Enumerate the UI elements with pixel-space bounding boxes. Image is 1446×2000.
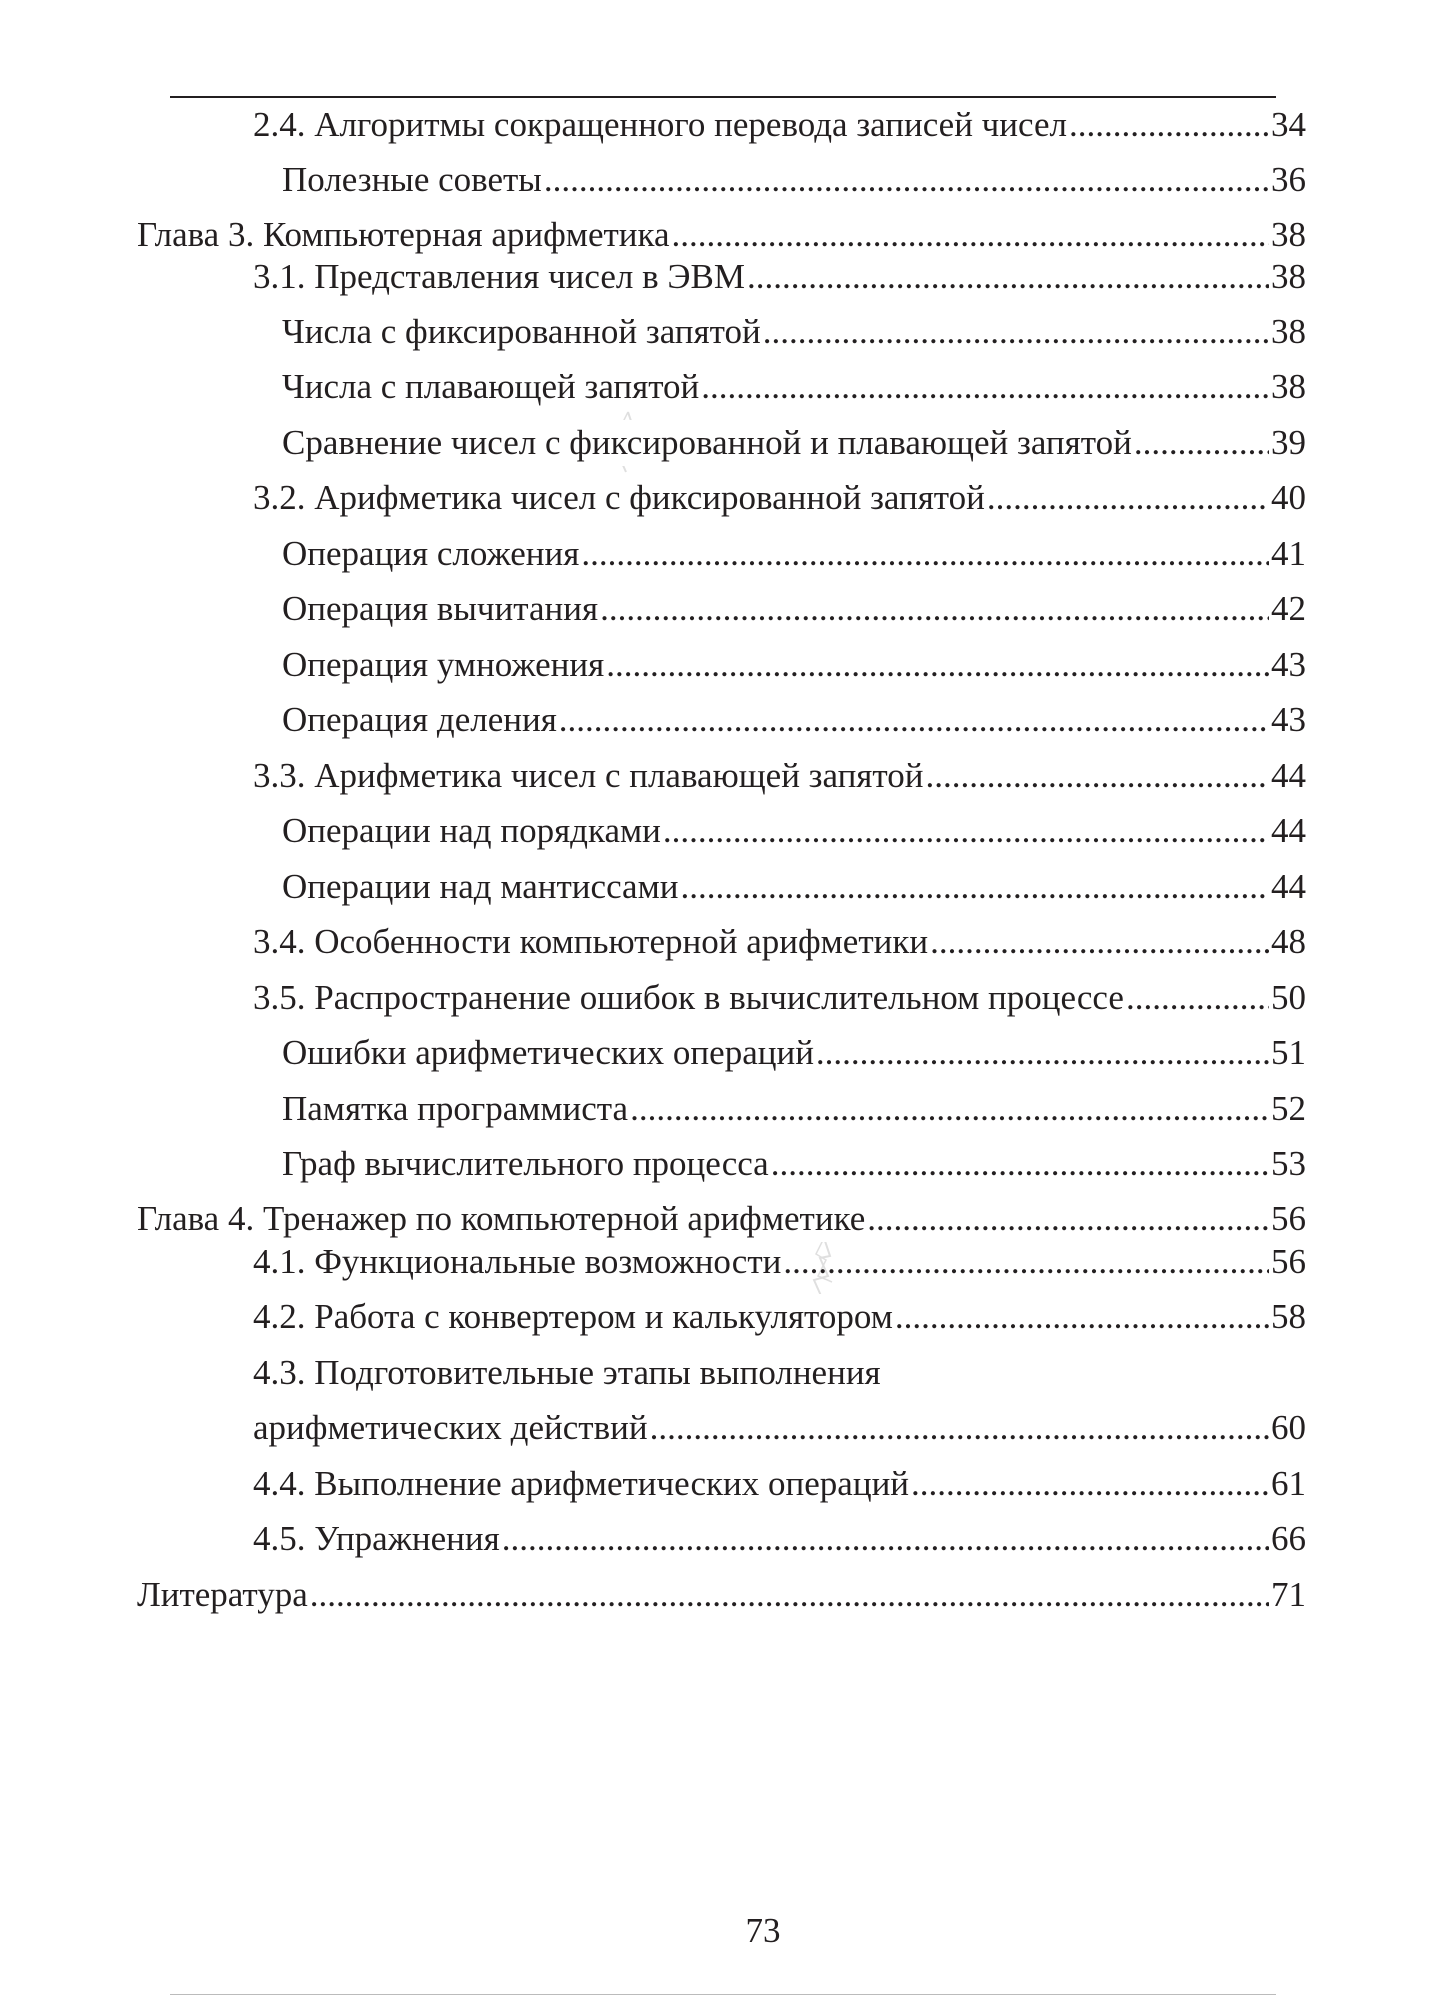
toc-leader bbox=[930, 919, 1269, 965]
toc-entry-title: Глава 3. Компьютерная арифметика bbox=[137, 212, 670, 258]
toc-leader bbox=[925, 753, 1269, 799]
toc-leader bbox=[1126, 975, 1269, 1021]
toc-entry-title: Операция деления bbox=[282, 697, 557, 743]
toc-leader bbox=[816, 1030, 1269, 1076]
toc-entry-title: 4.1. Функциональные возможности bbox=[253, 1239, 781, 1285]
toc-entry-page: 40 bbox=[1271, 478, 1306, 517]
toc-entry-title: 3.1. Представления чисел в ЭВМ bbox=[253, 254, 745, 300]
toc-entry-page: 48 bbox=[1271, 922, 1306, 961]
toc-entry-page: 58 bbox=[1271, 1297, 1306, 1336]
toc-leader bbox=[606, 642, 1269, 688]
toc-entry-page: 39 bbox=[1271, 423, 1306, 462]
toc-entry-title: Сравнение чисел с фиксированной и плавающей запятой bbox=[282, 420, 1132, 466]
toc-entry-title: Числа с фиксированной запятой bbox=[282, 309, 761, 355]
toc-entry-page: 42 bbox=[1271, 589, 1306, 628]
toc-entry-title: 4.5. Упражнения bbox=[253, 1516, 500, 1562]
toc-entry-page: 61 bbox=[1271, 1464, 1306, 1503]
toc-entry bbox=[253, 753, 1306, 799]
toc-entry-title: Литература bbox=[137, 1572, 308, 1618]
toc-entry bbox=[253, 975, 1306, 1021]
toc-leader bbox=[911, 1461, 1269, 1507]
toc-entry bbox=[282, 420, 1306, 466]
toc-entry-title: Операция умножения bbox=[282, 642, 604, 688]
toc-leader bbox=[630, 1086, 1269, 1132]
toc-entry-title: 4.2. Работа с конвертером и калькулятором bbox=[253, 1294, 893, 1340]
bottom-rule bbox=[170, 1994, 1276, 1995]
toc-entry-title: 4.4. Выполнение арифметических операций bbox=[253, 1461, 909, 1507]
toc-entry-title: 3.3. Арифметика чисел с плавающей запятой bbox=[253, 753, 923, 799]
toc-entry bbox=[253, 254, 1306, 300]
toc-entry-title: 3.4. Особенности компьютерной арифметики bbox=[253, 919, 928, 965]
toc-leader bbox=[581, 531, 1269, 577]
toc-entry bbox=[282, 364, 1306, 410]
toc-entry bbox=[253, 1405, 1306, 1451]
toc-leader bbox=[672, 212, 1269, 258]
toc-entry-page: 38 bbox=[1271, 367, 1306, 406]
toc-chapter-entry bbox=[137, 212, 1306, 258]
toc-entry bbox=[253, 1294, 1306, 1340]
toc-entry bbox=[282, 586, 1306, 632]
toc-leader bbox=[502, 1516, 1269, 1562]
toc-leader bbox=[771, 1141, 1269, 1187]
toc-entry-page: 44 bbox=[1271, 867, 1306, 906]
toc-entry-title: 3.2. Арифметика чисел с фиксированной запятой bbox=[253, 475, 985, 521]
toc-entry-page: 50 bbox=[1271, 978, 1306, 1017]
toc-leader bbox=[544, 157, 1269, 203]
toc-entry bbox=[282, 642, 1306, 688]
toc-entry bbox=[282, 864, 1306, 910]
toc-entry-page: 53 bbox=[1271, 1144, 1306, 1183]
toc-entry bbox=[282, 1141, 1306, 1187]
toc-entry-title: арифметических действий bbox=[253, 1405, 648, 1451]
toc-leader bbox=[600, 586, 1269, 632]
toc-entry-page: 52 bbox=[1271, 1089, 1306, 1128]
toc-entry-title: Граф вычислительного процесса bbox=[282, 1141, 769, 1187]
toc-entry-page: 43 bbox=[1271, 700, 1306, 739]
toc-leader bbox=[747, 254, 1269, 300]
toc-entry bbox=[253, 475, 1306, 521]
toc-entry-page: 44 bbox=[1271, 756, 1306, 795]
toc-entry bbox=[253, 1239, 1306, 1285]
toc-entry-page: 38 bbox=[1271, 257, 1306, 296]
toc-entry-title: 3.5. Распространение ошибок в вычислительном процессе bbox=[253, 975, 1124, 1021]
toc-entry-page: 71 bbox=[1271, 1575, 1306, 1614]
toc-entry-page: 56 bbox=[1271, 1242, 1306, 1281]
toc-leader bbox=[650, 1405, 1269, 1451]
toc-leader bbox=[1069, 102, 1269, 148]
toc-entry-title: Полезные советы bbox=[282, 157, 542, 203]
toc-entry-page: 36 bbox=[1271, 160, 1306, 199]
toc-leader bbox=[867, 1196, 1269, 1242]
toc-entry-page: 34 bbox=[1271, 105, 1306, 144]
page-number: 73 bbox=[745, 1911, 781, 1950]
toc-entry-title: Глава 4. Тренажер по компьютерной арифметике bbox=[137, 1196, 865, 1242]
toc-entry-page: 38 bbox=[1271, 312, 1306, 351]
toc-entry bbox=[282, 1030, 1306, 1076]
toc-entry-title: Операции над мантиссами bbox=[282, 864, 678, 910]
toc-leader bbox=[559, 697, 1269, 743]
toc-leader bbox=[783, 1239, 1269, 1285]
toc-entry bbox=[253, 1461, 1306, 1507]
toc-entry-title: 2.4. Алгоритмы сокращенного перевода записей чисел bbox=[253, 102, 1067, 148]
toc-leader bbox=[763, 309, 1269, 355]
toc-entry-page: 44 bbox=[1271, 811, 1306, 850]
toc-leader bbox=[987, 475, 1269, 521]
toc-entry-title: Ошибки арифметических операций bbox=[282, 1030, 814, 1076]
toc-leader bbox=[663, 808, 1269, 854]
toc-entry bbox=[253, 1350, 1306, 1396]
toc-entry-page: 51 bbox=[1271, 1033, 1306, 1072]
toc-entry-title: Памятка программиста bbox=[282, 1086, 628, 1132]
toc-entry bbox=[282, 697, 1306, 743]
toc-entry-title: Операция вычитания bbox=[282, 586, 598, 632]
toc-leader bbox=[701, 364, 1269, 410]
toc-entry bbox=[282, 309, 1306, 355]
toc-leader bbox=[680, 864, 1269, 910]
toc-entry-page: 56 bbox=[1271, 1199, 1306, 1238]
toc-chapter-entry bbox=[137, 1196, 1306, 1242]
toc-entry bbox=[282, 531, 1306, 577]
toc-leader bbox=[895, 1294, 1269, 1340]
toc-entry bbox=[282, 157, 1306, 203]
toc-leader bbox=[310, 1572, 1269, 1618]
toc-leader bbox=[1134, 420, 1269, 466]
toc-entry-title: Операция сложения bbox=[282, 531, 579, 577]
toc-entry bbox=[253, 919, 1306, 965]
toc-entry-page: 66 bbox=[1271, 1519, 1306, 1558]
toc-entry bbox=[282, 808, 1306, 854]
toc-entry bbox=[253, 1516, 1306, 1562]
toc-entry-page: 38 bbox=[1271, 215, 1306, 254]
toc-entry-title: Операции над порядками bbox=[282, 808, 661, 854]
toc-entry bbox=[253, 102, 1306, 148]
toc-entry-page: 43 bbox=[1271, 645, 1306, 684]
toc-entry-page: 60 bbox=[1271, 1408, 1306, 1447]
toc-entry-title: 4.3. Подготовительные этапы выполнения bbox=[253, 1350, 881, 1396]
toc-entry-title: Числа с плавающей запятой bbox=[282, 364, 699, 410]
toc-entry bbox=[137, 1572, 1306, 1618]
toc-entry-page: 41 bbox=[1271, 534, 1306, 573]
toc-entry bbox=[282, 1086, 1306, 1132]
